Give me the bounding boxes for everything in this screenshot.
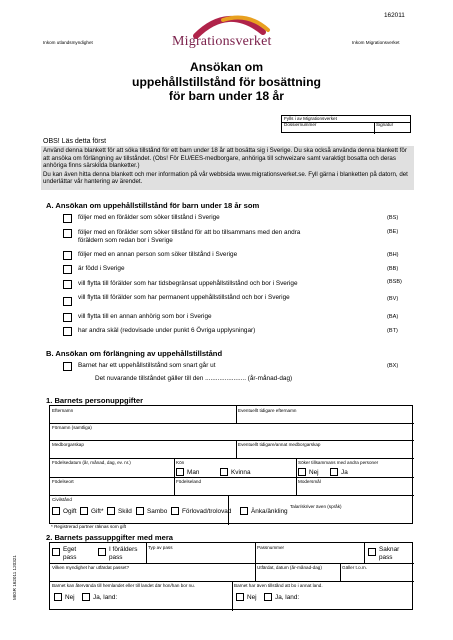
label-fodelseort: Födelseort: [52, 479, 74, 484]
option-bv-label: vill flytta till förälder som har permanent uppehållstillstånd och bor i Sverige: [78, 294, 290, 301]
label-ogift: Ogift: [63, 507, 77, 515]
label-aterv-hemland: Barnet kan återvända till hemlandet eller till landet där hon/han bor nu.: [52, 583, 196, 588]
checkbox-bsb[interactable]: [63, 280, 72, 289]
label-talar-skriver: Talar/skriver även (språk): [290, 504, 342, 509]
section-a-heading: A. Ansökan om uppehållstillstånd för barn under 18 år som: [46, 201, 260, 210]
label-gift: Gift*: [91, 507, 104, 515]
code-be: (BE): [387, 229, 399, 235]
code-bx: (BX): [387, 363, 399, 369]
together-ja-option[interactable]: [330, 468, 348, 476]
right-org-stamp: Inkom Migrationsverket: [352, 40, 400, 45]
checkbox-bt[interactable]: [63, 327, 72, 336]
code-bh: (BH): [387, 252, 399, 258]
label-civilstand: Civilstånd: [52, 497, 72, 502]
option-bsb-label: vill flytta till förälder som har tidsbegränsat uppehållstillstånd och bor i Sverige: [78, 280, 298, 287]
label-skild: Skild: [118, 507, 132, 515]
label-tidigare-medborgarskap: Eventuellt tidigare/annat medborgarskap: [238, 442, 321, 447]
checkbox-forlovad[interactable]: [171, 507, 179, 515]
label-fornamn: Förnamn (samtliga): [52, 425, 92, 430]
checkbox-kvinna[interactable]: [220, 468, 228, 476]
option-bb-label: är född i Sverige: [78, 265, 125, 272]
civil-skild-option[interactable]: [107, 507, 132, 515]
passport-grid: [49, 542, 413, 610]
title-line-1: Ansökan om: [189, 60, 264, 74]
return-ja-option[interactable]: [82, 593, 117, 601]
checkbox-bb[interactable]: [63, 265, 72, 274]
code-bv: (BV): [387, 296, 399, 302]
option-bt-label: har andra skäl (redovisade under punkt 6 Övriga upplysningar): [78, 327, 256, 334]
together-nej-option[interactable]: [298, 468, 319, 476]
label-soker-tillsammans: Söker tillsammans med andra personer: [298, 460, 379, 465]
label-vilken-myndighet: Vilken myndighet har utfärdat passet?: [52, 565, 130, 570]
label-man: Man: [187, 468, 200, 476]
title-line-2: uppehållstillstånd för bosättning: [132, 74, 321, 89]
checkbox-other-ja[interactable]: [264, 593, 272, 601]
label-eget-pass: Eget pass: [63, 546, 77, 561]
personal-data-grid: [49, 405, 413, 524]
checkbox-anka[interactable]: [240, 507, 248, 515]
label-medborgarskap: Medborgarskap: [52, 442, 84, 447]
label-return-ja: Ja, land:: [93, 593, 118, 601]
office-box-signature: Signatur: [376, 122, 394, 127]
label-saknar-pass: Saknar pass: [379, 546, 400, 561]
label-other-nej: Nej: [247, 593, 257, 601]
checkbox-return-ja[interactable]: [82, 593, 90, 601]
label-galler-tom: Gäller t.o.m.: [342, 565, 368, 570]
label-efternamn: Efternamn: [52, 408, 74, 413]
office-box-dossier: Dossiernummer: [284, 122, 317, 127]
page-title: [0, 60, 453, 104]
checkbox-return-nej[interactable]: [54, 593, 62, 601]
label-fodelseland: Födelseland: [176, 479, 202, 484]
checkbox-bs[interactable]: [63, 214, 72, 223]
notice-paragraph-2: Du kan även hitta denna blankett och mer information på vår webbsida www.migrationsverket.se. Fyll gärna i blanketten på datorn, det underlättar vår hantering av ärendet.: [43, 170, 408, 185]
label-modersmal: Modersmål: [298, 479, 321, 484]
label-tidigare-efternamn: Eventuellt tidigare efternamn: [238, 408, 297, 413]
civil-footnote: * Registrerad partner räknas som gift: [51, 524, 127, 529]
section-b-heading: B. Ansökan om förlängning av uppehållstillstånd: [46, 349, 223, 358]
section-1-heading: 1. Barnets personuppgifter: [46, 396, 144, 405]
option-bs-label: följer med en förälder som söker tillstånd i Sverige: [78, 214, 220, 221]
notice-paragraph-1: Använd denna blankett för att söka tillstånd för ett barn under 18 år att bosätta sig i Sverige. Du ska också använda denna blankett för att ansöka om förlängning av tillståndet. (Obs! För EU/EES-medborgare, anhöriga till schweizare samt varaktigt bosatta och deras anhöriga finns särskilda blanketter.): [43, 147, 407, 169]
label-together-ja: Ja: [341, 468, 348, 476]
label-other-ja: Ja, land:: [275, 593, 300, 601]
passport-parent-option[interactable]: [98, 546, 147, 561]
checkbox-bv[interactable]: [63, 297, 72, 306]
checkbox-other-nej[interactable]: [236, 593, 244, 601]
checkbox-skild[interactable]: [107, 507, 115, 515]
civil-ogift-option[interactable]: [52, 507, 77, 515]
passport-own-option[interactable]: [52, 546, 83, 561]
option-bx-label: Barnet har ett uppehållstillstånd som snart går ut: [78, 362, 216, 369]
checkbox-man[interactable]: [176, 468, 184, 476]
label-kon: Kön: [176, 460, 185, 465]
label-anka: Änka/änkling: [251, 507, 288, 515]
civil-forlovad-option[interactable]: [171, 507, 231, 515]
checkbox-be[interactable]: [63, 229, 72, 238]
code-bsb: (BSB): [387, 279, 402, 285]
gender-man-option[interactable]: [176, 468, 199, 476]
label-typ-av-pass: Typ av pass: [148, 545, 173, 550]
checkbox-together-nej[interactable]: [298, 468, 306, 476]
code-ba: (BA): [387, 314, 399, 320]
label-kvinna: Kvinna: [231, 468, 251, 476]
section-2-heading: 2. Barnets passuppgifter med mera: [46, 533, 174, 542]
checkbox-saknar-pass[interactable]: [368, 548, 376, 556]
office-use-box: [281, 115, 411, 133]
label-passnummer: Passnummer: [257, 545, 285, 550]
other-nej-option[interactable]: [236, 593, 257, 601]
logo-text: Migrationsverket: [172, 34, 272, 49]
checkbox-gift[interactable]: [80, 507, 88, 515]
passport-none-option[interactable]: [368, 546, 411, 561]
form-number: 162011: [384, 12, 405, 19]
label-return-nej: Nej: [65, 593, 75, 601]
label-foralders-pass: I förälders pass: [109, 546, 138, 561]
expiry-date-line[interactable]: Det nuvarande tillståndet gäller till den ....................... (år-månad-dag): [95, 375, 293, 382]
label-forlovad: Förlovad/trolovad: [182, 507, 232, 515]
side-form-code: MIGR 162011 120321: [12, 555, 17, 600]
return-nej-option[interactable]: [54, 593, 75, 601]
other-ja-option[interactable]: [264, 593, 299, 601]
code-bb: (BB): [387, 266, 399, 272]
option-bh-label: följer med en annan person som söker tillstånd i Sverige: [78, 251, 238, 258]
notice-heading: OBS! Läs detta först: [43, 138, 107, 145]
checkbox-ogift[interactable]: [52, 507, 60, 515]
checkbox-eget-pass[interactable]: [52, 548, 60, 556]
checkbox-bh[interactable]: [63, 251, 72, 260]
civil-gift-option[interactable]: [80, 507, 103, 515]
option-be-label: följer med en förälder som söker tillstånd för att bo tillsammans med den andra föräldern som redan bor i Sverige: [78, 229, 301, 244]
checkbox-sambo[interactable]: [136, 507, 144, 515]
left-org-stamp: Inkom utlandsmyndighet: [43, 40, 93, 45]
office-box-heading: Fylls i av Migrationsverket: [284, 116, 337, 121]
checkbox-bx[interactable]: [63, 362, 72, 371]
checkbox-foralders-pass[interactable]: [98, 548, 106, 556]
checkbox-together-ja[interactable]: [330, 468, 338, 476]
migrationsverket-logo: [168, 10, 288, 52]
civil-anka-option[interactable]: [240, 507, 288, 515]
option-ba-label: vill flytta till en annan anhörig som bor i Sverige: [78, 313, 212, 320]
gender-kvinna-option[interactable]: [220, 468, 251, 476]
code-bt: (BT): [387, 328, 398, 334]
checkbox-ba[interactable]: [63, 313, 72, 322]
code-bs: (BS): [387, 215, 399, 221]
label-utfardat: Utfärdat, datum (år-månad-dag): [257, 565, 322, 570]
label-together-nej: Nej: [309, 468, 319, 476]
civil-sambo-option[interactable]: [136, 507, 167, 515]
label-sambo: Sambo: [147, 507, 168, 515]
notice-box: [41, 146, 414, 190]
label-tillstand-annat: Barnet har även tillstånd att bo i annat land.: [234, 583, 323, 588]
label-fodelsedatum: Födelsedatum (år, månad, dag, ev. nr.): [52, 460, 131, 465]
title-line-3: för barn under 18 år: [168, 89, 285, 104]
